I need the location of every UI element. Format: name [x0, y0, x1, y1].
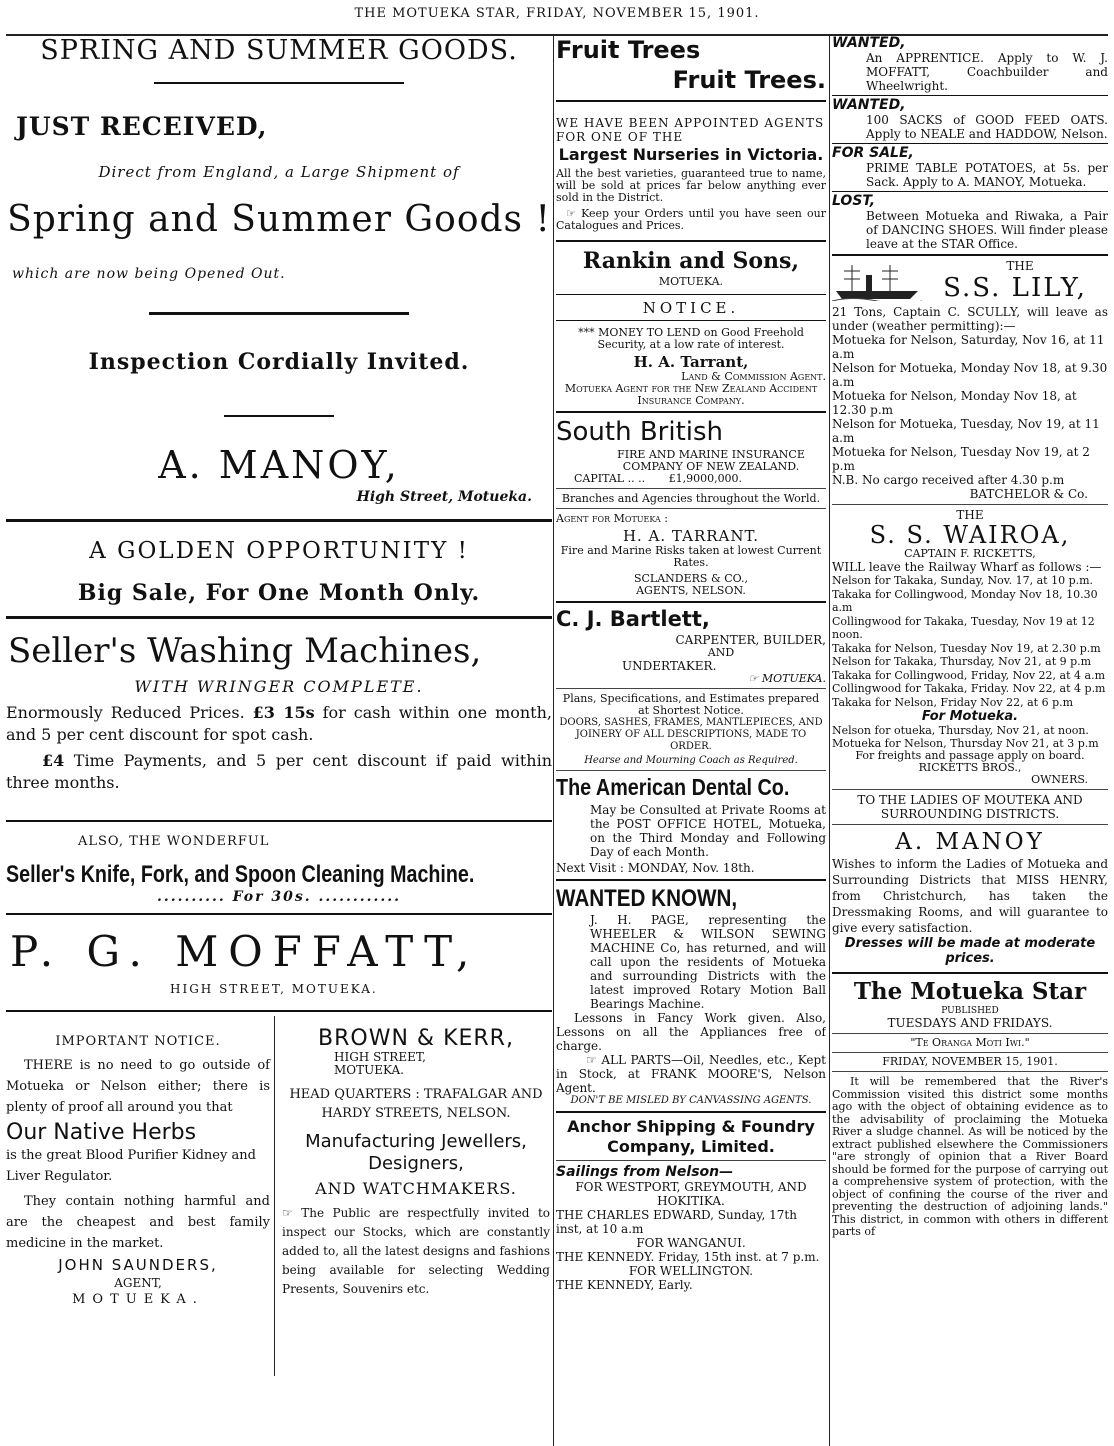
- manoy-ladies: A. MANOY: [895, 829, 1045, 855]
- divider: [556, 294, 826, 295]
- time-payments: [6, 750, 552, 794]
- lily-intro: 21 Tons, Captain C. SCULLY, will leave as under (weather permitting):—: [832, 305, 1108, 333]
- lily-schedule: [832, 333, 1108, 487]
- fruit-trees-2: Fruit Trees.: [672, 66, 826, 94]
- accident-agent: Motueka Agent for the New Zealand Accident Insurance Company.: [564, 382, 818, 407]
- wellington: FOR WELLINGTON.: [628, 1264, 754, 1278]
- branches: Branches and Agencies throughout the World.: [561, 492, 821, 505]
- money-to-lend: *** MONEY TO LEND on Good Freehold Security, at a low rate of interest.: [578, 326, 804, 351]
- important-notice: IMPORTANT NOTICE.: [55, 1034, 221, 1049]
- sclanders: SCLANDERS & CO.,: [633, 572, 749, 585]
- kerr-address: MOTUEKA.: [334, 1063, 404, 1077]
- rankin-and-sons: Rankin and Sons,: [582, 248, 800, 274]
- sub-column-rule: [274, 1016, 275, 1376]
- wairoa-schedule: [832, 574, 1108, 709]
- divider: [6, 616, 552, 619]
- page-body: J. H. PAGE, representing the WHEELER & WILSON SEWING MACHINE Co, has returned, and will call upon the residents of Motueka and surrounding Districts with the latest improved Rotary Motion Ball Bearings Machine.: [590, 913, 826, 1011]
- divider: [556, 879, 826, 881]
- divider: [224, 415, 334, 417]
- divider: [556, 770, 826, 771]
- wairoa-captain: CAPTAIN F. RICKETTS,: [904, 547, 1036, 560]
- column-1: [6, 36, 552, 1446]
- dental-consulted: May be Consulted at Private Rooms at the POST OFFICE HOTEL, Motueka, on the Third Monday and Following Day of each Month.: [590, 803, 826, 859]
- classified-heading: FOR SALE,: [832, 145, 914, 161]
- golden-opportunity: A GOLDEN OPPORTUNITY !: [89, 538, 469, 564]
- schedule-row: Takaka for Collingwood, Monday Nov 18, 10.30 a.m: [832, 587, 1098, 614]
- capital-row: [574, 473, 826, 485]
- lessons: Lessons in Fancy Work given. Also, Lessons on all the Appliances free of charge.: [556, 1011, 826, 1053]
- reduced-prices-text: Enormously Reduced Prices.: [6, 703, 245, 722]
- knife-fork-spoon: Seller's Knife, Fork, and Spoon Cleaning Machine.: [6, 861, 475, 888]
- divider: [6, 1010, 552, 1012]
- inspection-invited: Inspection Cordially Invited.: [88, 349, 470, 375]
- divider: [832, 504, 1108, 505]
- kennedy-1: THE KENNEDY. Friday, 15th inst. at 7 p.m.: [556, 1250, 820, 1264]
- schedule-row: Nelson for Takaka, Sunday, Nov. 17, at 10 p.m.: [832, 574, 1094, 587]
- time-payments-text: Time Payments, and 5 per cent discount if paid within three months.: [6, 751, 552, 792]
- divider: [556, 1160, 826, 1161]
- being-opened: which are now being Opened Out.: [12, 266, 286, 282]
- divider: [6, 820, 552, 822]
- issue-date: FRIDAY, NOVEMBER 15, 1901.: [882, 1055, 1058, 1068]
- classified-ad: [832, 194, 1108, 251]
- risks: Fire and Marine Risks taken at lowest Current Rates.: [560, 544, 822, 569]
- wanted-known: WANTED KNOWN,: [556, 885, 738, 912]
- kerr-address: HIGH STREET,: [334, 1050, 426, 1064]
- saunders-body: THERE is no need to go outside of Motueka or Nelson either; there is plenty of proof all around you that: [6, 1058, 270, 1115]
- moffatt-heading: P. G. MOFFATT,: [10, 927, 480, 976]
- carpenter-builder: CARPENTER, BUILDER,: [675, 633, 826, 647]
- and-word: AND: [707, 646, 735, 659]
- divider: [556, 411, 826, 413]
- motueka-schedule: [832, 724, 1108, 750]
- manufacturing-jewellers: Manufacturing Jewellers, Designers,: [305, 1131, 527, 1174]
- classified-ad: [832, 36, 1108, 93]
- divider: [556, 688, 826, 689]
- divider: [556, 601, 826, 603]
- brown-kerr-title: BROWN & KERR,: [318, 1026, 514, 1051]
- column-3: [832, 36, 1108, 1446]
- appointed-agents: WE HAVE BEEN APPOINTED AGENTS FOR ONE OF THE: [556, 116, 825, 144]
- divider: [832, 143, 1108, 144]
- dresses: Dresses will be made at moderate prices.: [844, 936, 1096, 966]
- direct-from-england: Direct from England, a Large Shipment of: [98, 163, 460, 181]
- manoy-heading: A. MANOY,: [158, 443, 400, 487]
- capital-label: CAPITAL .. ..: [574, 472, 646, 485]
- wairoa-intro: WILL leave the Railway Wharf as follows :—: [832, 560, 1102, 574]
- divider: [832, 95, 1108, 96]
- ricketts: RICKETTS BROS.,: [918, 761, 1022, 774]
- next-visit: Next Visit : MONDAY, Nov. 18th.: [556, 861, 755, 875]
- classified-ad: [832, 146, 1108, 189]
- motueka-hand: ☞ MOTUEKA.: [748, 672, 826, 685]
- kennedy-2: THE KENNEDY, Early.: [556, 1278, 693, 1292]
- published: PUBLISHED: [941, 1006, 999, 1016]
- divider: [556, 100, 826, 102]
- undertaker: UNDERTAKER.: [622, 659, 717, 673]
- for-30s: .......... For 30s. ............: [157, 889, 401, 905]
- classified-body: Between Motueka and Riwaka, a Pair of DANCING SHOES. Will finder please leave at the STAR Office.: [866, 209, 1108, 251]
- schedule-row: Collingwood for Takaka, Friday. Nov 22, at 4 p.m: [832, 682, 1106, 695]
- divider: [149, 312, 409, 315]
- schedule-row: Nelson for Takaka, Thursday, Nov 21, at 9 p.m: [832, 655, 1092, 668]
- land-agent: Land & Commission Agent.: [681, 370, 826, 383]
- saunders-body: They contain nothing harmful and are the cheapest and best family medicine in the market.: [6, 1194, 270, 1251]
- fire-marine: FIRE AND MARINE INSURANCE COMPANY OF NEW ZEALAND.: [617, 448, 805, 473]
- bottom-ads: [6, 1016, 552, 1376]
- agent-for: Agent for Motueka :: [556, 512, 669, 525]
- divider: [832, 824, 1108, 825]
- schedule-row: Motueka for Nelson, Monday Nov 18, at 12.30 p.m: [832, 389, 1077, 417]
- divider: [556, 508, 826, 509]
- column-rule-1: [553, 36, 554, 1446]
- reduced-prices-text: for cash within one month, and 5 per cent discount for spot cash.: [6, 703, 552, 744]
- westport: FOR WESTPORT, GREYMOUTH, AND HOKITIKA.: [575, 1180, 807, 1208]
- divider: [832, 1052, 1108, 1053]
- owners: OWNERS.: [1031, 773, 1088, 786]
- all-parts: ☞ ALL PARTS—Oil, Needles, etc., Kept in Stock, at FRANK MOORE'S, Nelson Agent.: [556, 1053, 826, 1095]
- column-2: [556, 36, 826, 1446]
- divider: [832, 1071, 1108, 1072]
- divider: [556, 320, 826, 321]
- classified-ad: [832, 98, 1108, 141]
- time-price: £4: [42, 751, 65, 770]
- varieties-text: All the best varieties, guaranteed true to name, will be sold at prices far below anything ever sold in the District.: [556, 167, 826, 204]
- anchor-shipping: Anchor Shipping & Foundry Company, Limited.: [567, 1117, 815, 1156]
- ss-lily: S.S. LILY,: [943, 273, 1087, 303]
- masthead: THE MOTUEKA STAR, FRIDAY, NOVEMBER 15, 1901.: [354, 6, 760, 21]
- with-wringer: WITH WRINGER COMPLETE.: [134, 677, 424, 696]
- manoy-wishes: Wishes to inform the Ladies of Motueka and Surrounding Districts that MISS HENRY, from Christchurch, has taken the Dressmaking Rooms, and will guarantee to give every satisfaction.: [832, 857, 1108, 935]
- largest-nurseries: Largest Nurseries in Victoria.: [558, 145, 824, 164]
- schedule-row: N.B. No cargo received after 4.30 p.m: [832, 473, 1065, 487]
- keep-orders: ☞ Keep your Orders until you have seen our Catalogues and Prices.: [556, 207, 826, 232]
- reduced-prices: [6, 702, 552, 746]
- saunders-agent: AGENT,: [114, 1276, 162, 1290]
- motueka-star-title: The Motueka Star: [853, 978, 1087, 1005]
- sellers-washing-machines: Seller's Washing Machines,: [8, 631, 482, 671]
- south-british: South British: [556, 417, 724, 447]
- divider: [832, 972, 1108, 974]
- divider: [832, 191, 1108, 192]
- classified-heading: WANTED,: [832, 36, 906, 51]
- schedule-row: Takaka for Nelson, Friday Nov 22, at 6 p.m: [832, 695, 1074, 709]
- just-received-heading: JUST RECEIVED,: [16, 112, 268, 141]
- editorial: It will be remembered that the River's Commission visited this district some months ago with the object of obtaining evidence as to the advisability of proclaiming the Motueka River a sludge channel. As will be noticed by the extract published elsewhere the Commissioners "are strongly of opinion that a River Board should be formed for the purpose of carrying out a comprehensive system of protection, with the object of confining the course of the river and preventing the destruction of adjoining lands." This district, in common with others in different parts of: [832, 1075, 1108, 1238]
- kerr-headquarters: HEAD QUARTERS : TRAFALGAR AND HARDY STREETS, NELSON.: [289, 1087, 543, 1121]
- divider: [6, 519, 552, 522]
- schedule-row: Motueka for Nelson, Thursday Nov 21, at 3 p.m: [832, 737, 1099, 750]
- wanganui: FOR WANGANUI.: [636, 1236, 746, 1250]
- for-motueka: For Motueka.: [921, 709, 1019, 724]
- classified-body: PRIME TABLE POTATOES, at 5s. per Sack. Apply to A. MANOY, Motueka.: [866, 161, 1108, 189]
- divider: [832, 789, 1108, 790]
- native-herbs: Our Native Herbs: [6, 1120, 197, 1145]
- charles-edward: THE CHARLES EDWARD, Sunday, 17th inst, at 10 a.m: [556, 1208, 797, 1236]
- rankin-place: MOTUEKA.: [658, 275, 724, 288]
- schedule-row: Motueka for Nelson, Saturday, Nov 16, at 11 a.m: [832, 333, 1105, 361]
- saunders-name: JOHN SAUNDERS,: [58, 1256, 218, 1274]
- column-rule-2: [829, 36, 830, 1446]
- misled: DON'T BE MISLED BY CANVASSING AGENTS.: [570, 1095, 812, 1106]
- lily-header: [832, 259, 1108, 305]
- motto: "Te Oranga Moti Iwi.": [910, 1036, 1030, 1049]
- spring-summer-goods: Spring and Summer Goods !: [7, 199, 551, 240]
- sclanders-agents: AGENTS, NELSON.: [636, 584, 746, 597]
- steamship-icon: [832, 261, 922, 301]
- tarrant-2: H. A. TARRANT.: [622, 527, 760, 545]
- schedule-row: Motueka for Nelson, Tuesday Nov 19, at 2 p.m: [832, 445, 1090, 473]
- divider: [556, 240, 826, 242]
- schedule-row: Nelson for Motueka, Monday Nov 18, at 9.30 a.m: [832, 361, 1108, 389]
- fruit-trees-1: Fruit Trees: [556, 36, 701, 64]
- publication-days: TUESDAYS AND FRIDAYS.: [887, 1016, 1053, 1030]
- classified-heading: WANTED,: [832, 97, 906, 113]
- divider: [556, 488, 826, 489]
- schedule-row: Collingwood for Takaka, Tuesday, Nov 19 at 12 noon.: [832, 614, 1095, 641]
- notice-heading: NOTICE.: [642, 299, 740, 317]
- watchmakers: AND WATCHMAKERS.: [315, 1179, 517, 1198]
- schedule-row: Nelson for Motueka, Tuesday, Nov 19, at 11 a.m: [832, 417, 1100, 445]
- divider: [556, 1111, 826, 1113]
- freights: For freights and passage apply on board.: [855, 749, 1085, 762]
- moffatt-address: HIGH STREET, MOTUEKA.: [170, 982, 378, 996]
- plans: Plans, Specifications, and Estimates prepared at Shortest Notice.: [562, 692, 820, 717]
- schedule-row: Takaka for Nelson, Tuesday Nov 19, at 2.30 p.m: [832, 641, 1101, 655]
- classified-body: An APPRENTICE. Apply to W. J. MOFFATT, Coachbuilder and Wheelwright.: [866, 51, 1108, 93]
- saunders-ad: [6, 1016, 270, 1307]
- kerr-body: ☞ The Public are respectfully invited to inspect our Stocks, which are constantly added to, all the latest designs and fashions being available for selecting Wedding Presents, Souvenirs etc.: [282, 1206, 550, 1296]
- to-the-ladies: TO THE LADIES OF MOUTEKA AND SURROUNDING DISTRICTS.: [857, 793, 1083, 821]
- saunders-body: is the great Blood Purifier Kidney and Liver Regulator.: [6, 1148, 256, 1184]
- lily-the: THE: [1006, 259, 1034, 273]
- divider: [832, 1033, 1108, 1034]
- big-sale: Big Sale, For One Month Only.: [77, 580, 481, 606]
- tarrant-name: H. A. Tarrant,: [633, 353, 749, 371]
- schedule-row: Nelson for otueka, Thursday, Nov 21, at noon.: [832, 724, 1089, 737]
- spring-summer-title: SPRING AND SUMMER GOODS.: [40, 36, 518, 66]
- saunders-place: MOTUEKA.: [72, 1292, 204, 1307]
- bartlett: C. J. Bartlett,: [556, 607, 710, 631]
- wairoa-the: THE: [956, 508, 984, 522]
- batchelor: BATCHELOR & Co.: [969, 487, 1088, 501]
- sailings: Sailings from Nelson—: [556, 1164, 734, 1180]
- american-dental: The American Dental Co.: [556, 774, 790, 800]
- reduced-price: £3 15s: [252, 703, 315, 722]
- doors: DOORS, SASHES, FRAMES, MANTLEPIECES, AND JOINERY OF ALL DESCRIPTIONS, MADE TO ORDER.: [559, 717, 823, 752]
- divider: [154, 82, 404, 84]
- capital-value: £1,9000,000.: [668, 472, 743, 485]
- also-wonderful: ALSO, THE WONDERFUL: [78, 834, 270, 849]
- brown-kerr-ad: [282, 1016, 550, 1299]
- hearse: Hearse and Mourning Coach as Required.: [584, 755, 798, 766]
- classified-body: 100 SACKS of GOOD FEED OATS. Apply to NEALE and HADDOW, Nelson.: [866, 113, 1108, 141]
- divider: [832, 254, 1108, 256]
- manoy-address: High Street, Motueka.: [356, 489, 532, 505]
- schedule-row: Takaka for Collingwood, Friday, Nov 22, at 4 a.m: [832, 668, 1106, 682]
- classified-heading: LOST,: [832, 193, 876, 209]
- ss-wairoa: S. S. WAIROA,: [869, 521, 1071, 549]
- divider: [6, 913, 552, 915]
